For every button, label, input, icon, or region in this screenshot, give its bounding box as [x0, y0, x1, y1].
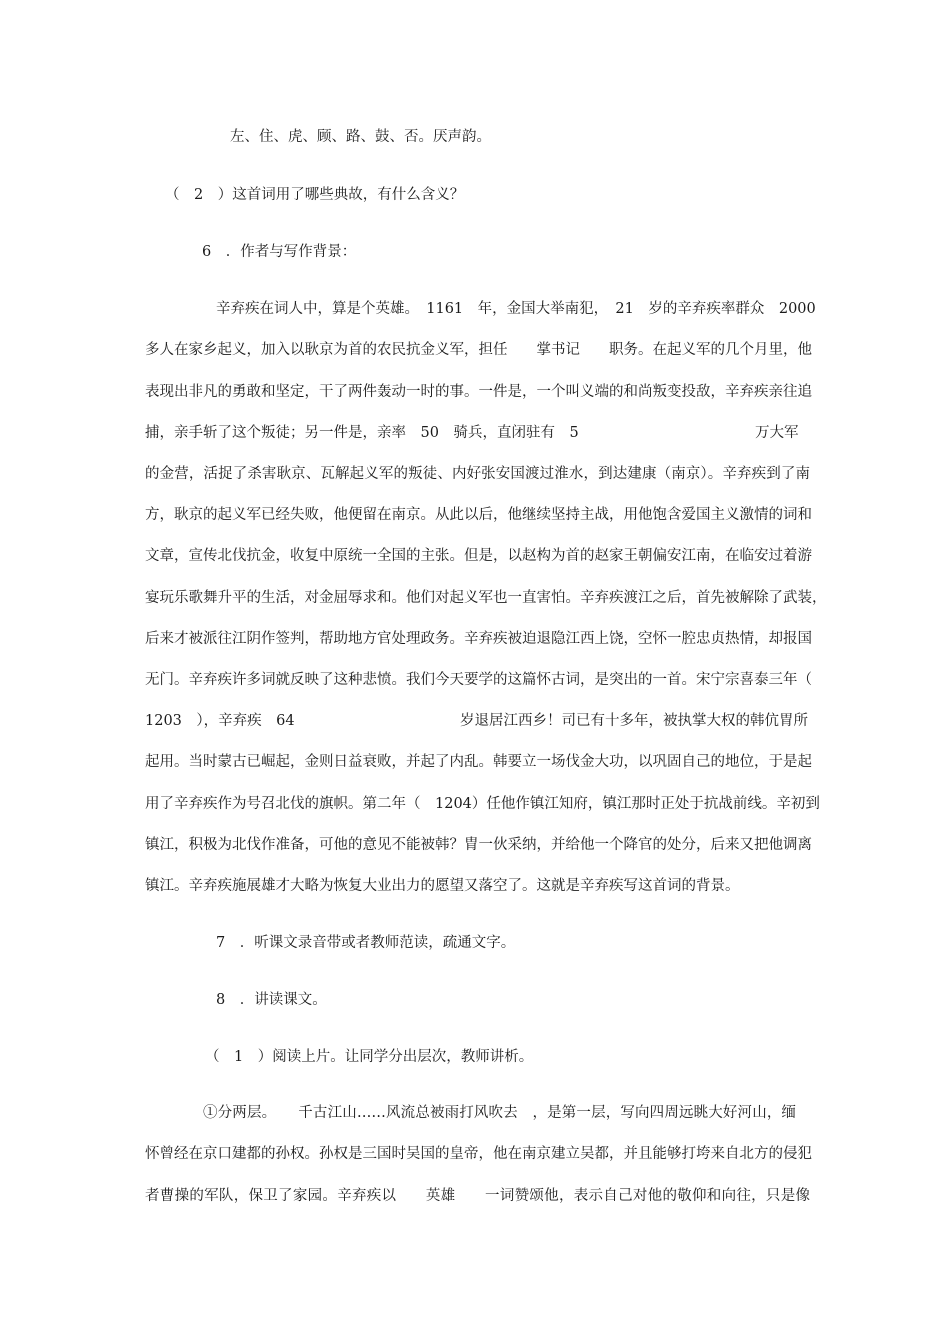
section-heading: 7 ．听课文录音带或者教师范读，疏通文字。 [216, 935, 516, 951]
paragraph-line: 怀曾经在京口建都的孙权。孙权是三国时吴国的皇帝，他在南京建立吴都，并且能够打垮来自北方的侵犯 [145, 1146, 812, 1162]
paragraph-line: 辛弃疾在词人中，算是个英雄。 1161 年，金国大举南犯， 21 岁的辛弃疾率群众 2000 [216, 301, 816, 317]
paragraph-line: 者曹操的军队，保卫了家园。辛弃疾以 英雄 一词赞颂他，表示自己对他的敬仰和向往，只是像 [145, 1188, 810, 1204]
sub-heading: （ 1 ）阅读上片。让同学分出层次，教师讲析。 [205, 1049, 534, 1065]
section-heading: 6 ．作者与写作背景： [202, 244, 357, 260]
paragraph-line: 方，耿京的起义军已经失败，他便留在南京。从此以后，他继续坚持主战，用他饱含爱国主义激情的词和 [145, 507, 812, 523]
paragraph-line: 镇江，积极为北伐作准备，可他的意见不能被韩？胄一伙采纳，并给他一个降官的处分，后来又把他调离 [145, 837, 812, 853]
paragraph-line: 镇江。辛弃疾施展雄才大略为恢复大业出力的愿望又落空了。这就是辛弃疾写这首词的背景。 [145, 878, 740, 894]
paragraph-line: 文章，宣传北伐抗金，收复中原统一全国的主张。但是，以赵构为首的赵家王朝偏安江南，在临安过着游 [145, 548, 812, 564]
question-line: （ 2 ）这首词用了哪些典故，有什么含义？ [165, 187, 465, 203]
paragraph-line: 后来才被派往江阴作签判，帮助地方官处理政务。辛弃疾被迫退隐江西上饶，空怀一腔忠贞热情，却报国 [145, 631, 812, 647]
text-line: 左、住、虎、顾、路、鼓、否。厌声韵。 [230, 129, 491, 145]
line-segment: 万大军 [755, 425, 799, 441]
paragraph-line: 表现出非凡的勇敢和坚定，干了两件轰动一时的事。一件是，一个叫义端的和尚叛变投敌，辛弃疾亲往追 [145, 384, 812, 400]
paragraph-line: ①分两层。 千古江山……风流总被雨打风吹去 ，是第一层，写向四周远眺大好河山，缅 [203, 1105, 796, 1121]
line-segment: 岁退居江西乡！司已有十多年，被执掌大权的韩伉胃所 [460, 713, 808, 729]
section-heading: 8 ．讲读课文。 [216, 992, 327, 1008]
paragraph-line: 用了辛弃疾作为号召北伐的旗帜。第二年（ 1204）任他作镇江知府，镇江那时正处于抗战前线。辛初到 [145, 796, 820, 812]
paragraph-line: 无门。辛弃疾许多词就反映了这种悲愤。我们今天要学的这篇怀古词，是突出的一首。宋宁宗喜泰三年（ [145, 672, 812, 688]
paragraph-line: 宴玩乐歌舞升平的生活，对金屈辱求和。他们对起义军也一直害怕。辛弃疾渡江之后，首先被解除了武装， [145, 590, 827, 606]
paragraph-line: 的金营，活捉了杀害耿京、瓦解起义军的叛徒、内好张安国渡过淮水，到达建康（南京）。辛弃疾到了南 [145, 466, 810, 482]
line-segment: 1203 ），辛弃疾 64 [145, 713, 295, 729]
paragraph-line: 起用。当时蒙古已崛起，金则日益衰败，并起了内乱。韩要立一场伐金大功，以巩固自己的地位，于是起 [145, 754, 812, 770]
paragraph-line: 多人在家乡起义，加入以耿京为首的农民抗金义军，担任 掌书记 职务。在起义军的几个月里，他 [145, 342, 812, 358]
line-segment: 捕，亲手斩了这个叛徒；另一件是，亲率 50 骑兵，直闭驻有 5 [145, 425, 579, 441]
